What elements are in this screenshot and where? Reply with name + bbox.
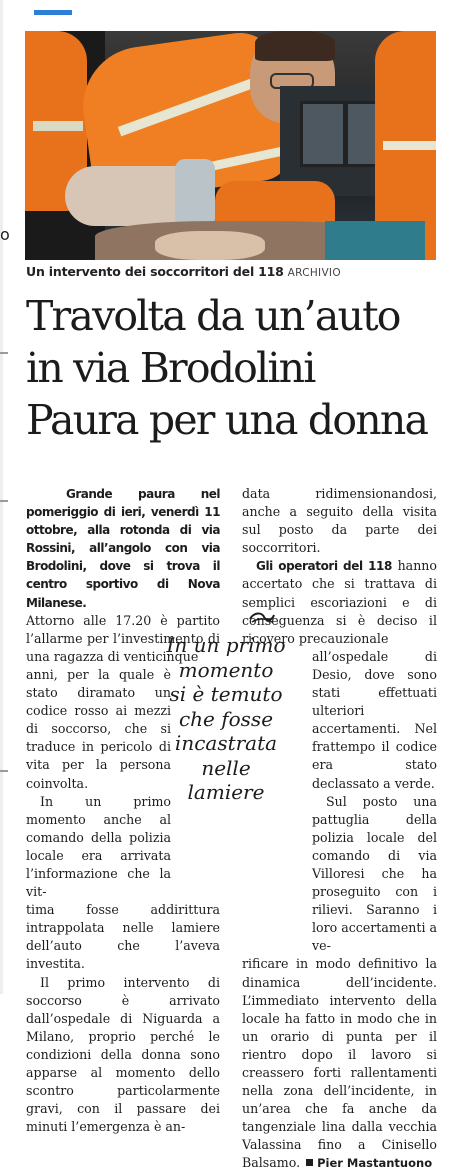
article-paragraph: rificare in modo definitivo la dinamica dell’incidente. L’immediato intervento della locale ha fatto in modo che in un orario di punta per il rientro dopo il lavoro si creassero forti rallentamenti nella zona dell’incidente, in un’area che fa anche da tangenziale lina dalla vecchia Valassina fino a Cinisello Balsamo. bbox=[242, 956, 437, 1171]
pull-quote-line: si è temuto bbox=[169, 682, 283, 706]
article-runin: Gli operatori del 118 bbox=[256, 559, 392, 574]
section-accent-bar bbox=[34, 10, 72, 15]
article-paragraph: all’ospedale di Desio, dove sono stati effettuati ulteriori accertamenti. Nel frattempo il codice era stato declassato a verde. bbox=[312, 648, 437, 791]
photo-caption bbox=[26, 264, 436, 279]
article-paragraph: Attorno alle 17.20 è partito l’allarme per l’investimento di una ragazza di venticinque bbox=[26, 612, 220, 664]
pull-quote bbox=[162, 633, 290, 805]
pull-quote-line: che fosse bbox=[178, 706, 274, 731]
headline-line: Travolta da un’auto bbox=[26, 292, 400, 340]
margin-rule bbox=[0, 500, 8, 502]
caption-tag: ARCHIVIO bbox=[287, 267, 341, 279]
end-mark-icon bbox=[306, 1159, 313, 1166]
article-paragraph: data ridimensionandosi, anche a seguito della visita sul posto da parte dei soccorritori. bbox=[242, 486, 437, 556]
page-edge bbox=[0, 0, 3, 994]
article-paragraph: Il primo intervento di soccorso è arrivato dall’ospedale di Niguarda a Milano, proprio perché le condizioni della donna sono apparse al momento dello scontro particolarmente gravi, con il passare dei minuti l’emergenza è an- bbox=[26, 974, 220, 1135]
byline: Pier Mastantuono bbox=[317, 1156, 433, 1171]
pull-quote-line: In un primo bbox=[166, 633, 286, 657]
margin-rule bbox=[0, 352, 8, 354]
article-paragraph: Sul posto una pattuglia della polizia locale del comando di via Villoresi che ha proseguito con i rilievi. Saranno i loro accertamenti a ve- bbox=[312, 793, 437, 954]
rescue-photo bbox=[25, 31, 436, 260]
pull-quote-line: nelle lamiere bbox=[187, 755, 265, 804]
margin-mark: o bbox=[0, 225, 10, 244]
headline bbox=[26, 290, 446, 446]
article-column-left bbox=[26, 485, 220, 1136]
article-column-right bbox=[242, 485, 437, 1173]
article-paragraph: In un primo momento anche al comando della polizia locale era arrivata l’informazione che la vit- bbox=[26, 793, 171, 900]
article-paragraph: tima fosse addirittura intrappolata nelle lamiere dell’auto che l’aveva investita. bbox=[26, 902, 220, 972]
headline-line: Paura per una donna bbox=[26, 396, 428, 444]
article-paragraph: hanno accertato che si trattava di semplici escoriazioni e di conseguenza si è deciso il ricovero precauzionale bbox=[242, 558, 437, 646]
pull-quote-line: momento bbox=[178, 657, 274, 682]
caption-text: Un intervento dei soccorritori del 118 bbox=[26, 264, 284, 279]
article-lead: Grande paura nel pomeriggio di ieri, venerdì 11 ottobre, alla rotonda di via Rossini, all’angolo con via Brodolini, dove si trova il centro sportivo di Nova Milanese. bbox=[26, 487, 220, 610]
pull-quote-line: incastrata bbox=[174, 731, 278, 755]
article-paragraph: anni, per la quale è stato diramato un codice rosso ai mezzi di soccorso, che si traduce in pericolo di vita per la persona coinvolta. bbox=[26, 666, 171, 791]
margin-rule bbox=[0, 770, 8, 772]
quote-mark-icon bbox=[248, 609, 276, 625]
headline-line: in via Brodolini bbox=[26, 344, 315, 392]
